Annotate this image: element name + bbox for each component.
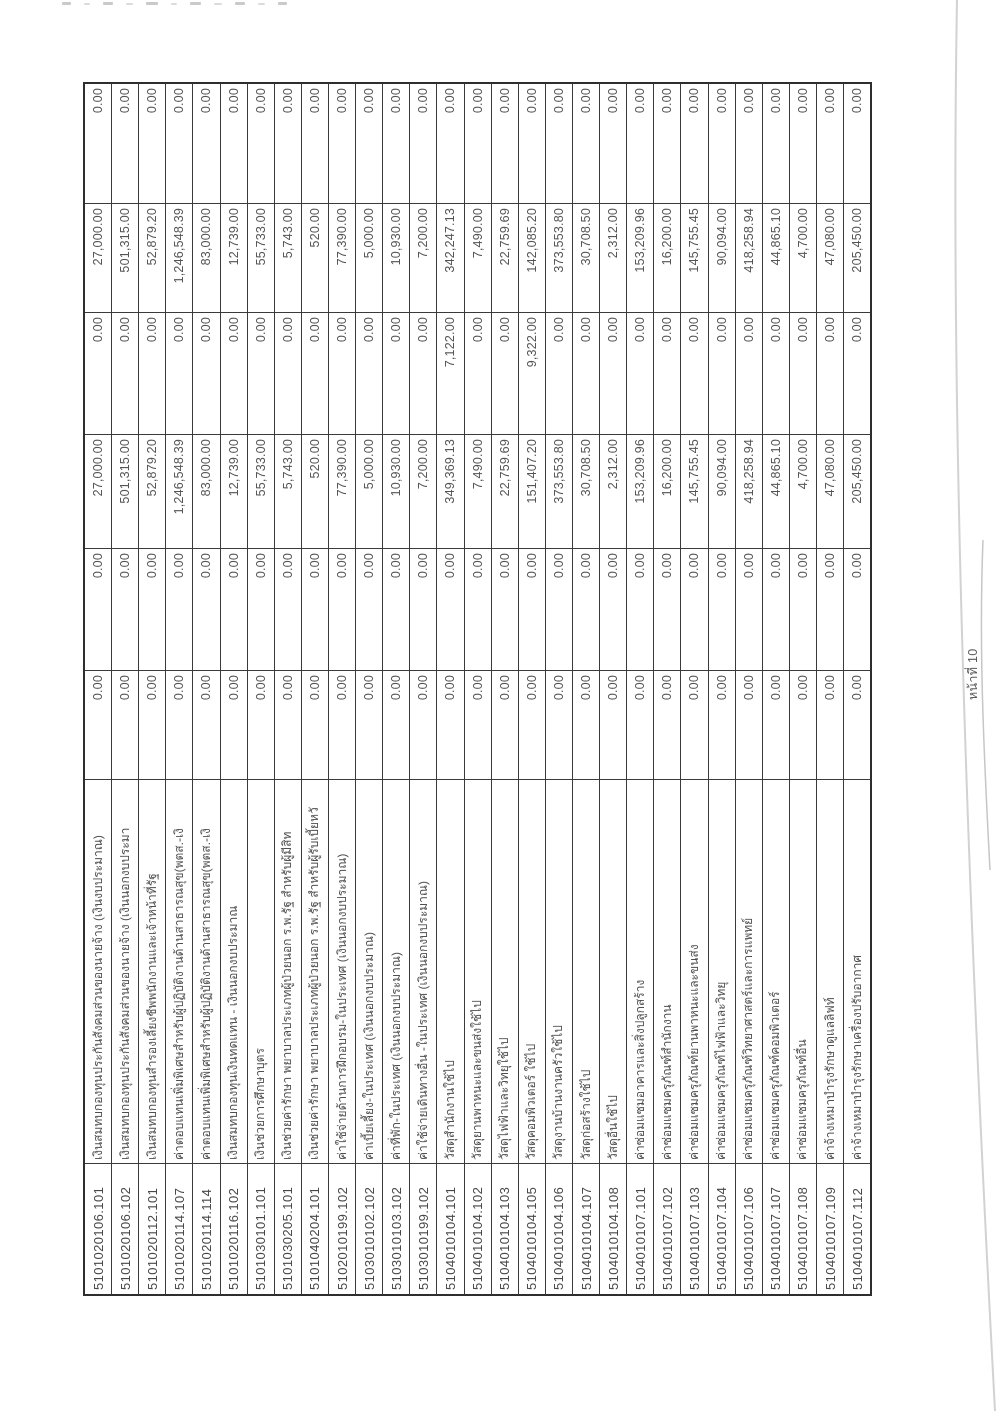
amount-cell: 5,743.00 (275, 434, 301, 548)
amount-cell: 0.00 (519, 670, 545, 779)
amount-cell: 0.00 (546, 670, 572, 779)
amount-cell: 0.00 (85, 312, 111, 434)
account-code-cell: 5104010107.101 (627, 1163, 653, 1294)
amount-cell: 0.00 (193, 312, 219, 434)
amount-cell: 0.00 (329, 670, 355, 779)
account-desc-cell: เงินสมทบกองทุนประกันสังคมส่วนของนายจ้าง (เงินนอกงบประมา (112, 779, 138, 1163)
amount-cell: 0.00 (741, 88, 756, 114)
amount-cell: 0.00 (736, 312, 762, 434)
amount-cell: 145,755.45 (681, 434, 707, 548)
amount-cell: 0.00 (112, 670, 138, 779)
account-code-cell: 5104010104.108 (600, 1163, 626, 1294)
account-desc-cell: ค่าซ่อมแซมครุภัณฑ์วิทยาศาสตร์และการแพทย์ (736, 779, 762, 1163)
table-row (248, 84, 275, 1294)
amount-cell: 0.00 (627, 548, 653, 670)
amount-cell: 0.00 (844, 312, 870, 434)
table-row (221, 84, 248, 1294)
amount-cell: 7,490.00 (465, 434, 491, 548)
amount-cell: 0.00 (356, 670, 382, 779)
account-code-cell: 5104010107.106 (736, 1163, 762, 1294)
account-desc-cell: วัสดุอื่นใช้ไป (600, 779, 626, 1163)
amount-cell: 0.00 (410, 670, 436, 779)
account-desc-cell: วัสดุสำนักงานใช้ไป (437, 779, 463, 1163)
amount-cell: 418,258.94 (736, 203, 762, 312)
amount-cell: 0.00 (681, 548, 707, 670)
amount-cell: 77,390.00 (329, 434, 355, 548)
amount-cell: 7,490.00 (465, 203, 491, 312)
amount-cell: 0.00 (335, 88, 350, 114)
amount-cell: 0.00 (465, 670, 491, 779)
amount-cell: 0.00 (763, 312, 789, 434)
amount-cell: 0.00 (275, 548, 301, 670)
amount-cell: 0.00 (795, 88, 810, 114)
amount-cell: 520.00 (302, 203, 328, 312)
amount-cell: 4,700.00 (790, 434, 816, 548)
account-code-cell: 5101030205.101 (275, 1163, 301, 1294)
amount-cell: 520.00 (302, 434, 328, 548)
amount-cell: 0.00 (118, 88, 133, 114)
amount-cell: 1,246,548.39 (166, 434, 192, 548)
amount-cell: 90,094.00 (709, 434, 735, 548)
amount-cell: 418,258.94 (736, 434, 762, 548)
account-code-cell: 5104010104.105 (519, 1163, 545, 1294)
amount-cell: 0.00 (145, 88, 160, 114)
account-code-cell: 5104010104.103 (492, 1163, 518, 1294)
amount-cell: 0.00 (383, 312, 409, 434)
table-row (139, 84, 166, 1294)
amount-cell: 22,759.69 (492, 203, 518, 312)
table-row (112, 84, 139, 1294)
amount-cell: 16,200.00 (654, 434, 680, 548)
amount-cell: 0.00 (654, 312, 680, 434)
amount-cell: 0.00 (302, 312, 328, 434)
amount-cell: 153,209.96 (627, 203, 653, 312)
amount-cell: 7,122.00 (437, 312, 463, 434)
amount-cell: 0.00 (654, 548, 680, 670)
amount-cell: 9,322.00 (519, 312, 545, 434)
amount-cell: 0.00 (221, 548, 247, 670)
amount-cell: 0.00 (302, 548, 328, 670)
amount-cell: 0.00 (709, 312, 735, 434)
amount-cell: 0.00 (763, 670, 789, 779)
amount-cell: 5,000.00 (356, 203, 382, 312)
amount-cell: 0.00 (199, 88, 214, 114)
amount-cell: 0.00 (551, 88, 566, 114)
account-desc-cell: เงินสมทบกองทุนเงินทดแทน - เงินนอกงบประมาณ (221, 779, 247, 1163)
amount-cell: 16,200.00 (654, 203, 680, 312)
amount-cell: 52,879.20 (139, 434, 165, 548)
account-code-cell: 5101030101.101 (248, 1163, 274, 1294)
account-code-cell: 5104010107.102 (654, 1163, 680, 1294)
account-code-cell: 5101020116.102 (221, 1163, 247, 1294)
amount-cell: 0.00 (275, 670, 301, 779)
amount-cell: 0.00 (600, 548, 626, 670)
amount-cell: 0.00 (437, 670, 463, 779)
amount-cell: 90,094.00 (709, 203, 735, 312)
amount-cell: 0.00 (112, 312, 138, 434)
table-row (302, 84, 329, 1294)
amount-cell: 0.00 (139, 670, 165, 779)
amount-cell: 342,247.13 (437, 203, 463, 312)
account-code-cell: 5104010104.102 (465, 1163, 491, 1294)
amount-cell: 0.00 (844, 548, 870, 670)
amount-cell: 0.00 (681, 312, 707, 434)
amount-cell: 0.00 (389, 88, 404, 114)
amount-cell: 0.00 (470, 88, 485, 114)
amount-cell: 0.00 (546, 312, 572, 434)
amount-cell: 0.00 (492, 548, 518, 670)
amount-cell: 5,000.00 (356, 434, 382, 548)
table-row (627, 84, 654, 1294)
amount-cell: 0.00 (248, 312, 274, 434)
amount-cell: 2,312.00 (600, 434, 626, 548)
table-row (437, 84, 464, 1294)
amount-cell: 0.00 (383, 670, 409, 779)
amount-cell: 373,553.80 (546, 434, 572, 548)
amount-cell: 83,000.00 (193, 203, 219, 312)
account-code-cell: 5104010107.108 (790, 1163, 816, 1294)
amount-cell: 30,708.50 (573, 203, 599, 312)
amount-cell: 47,080.00 (817, 434, 843, 548)
amount-cell: 0.00 (410, 548, 436, 670)
amount-cell: 0.00 (465, 548, 491, 670)
amount-cell: 4,700.00 (790, 203, 816, 312)
account-code-cell: 5101020106.102 (112, 1163, 138, 1294)
amount-cell: 0.00 (465, 312, 491, 434)
amount-cell: 0.00 (307, 88, 322, 114)
amount-cell: 0.00 (714, 88, 729, 114)
account-code-cell: 5101020106.101 (85, 1163, 111, 1294)
account-desc-cell: ค่าจ้างเหมาบำรุงรักษาดูแลลิฟท์ (817, 779, 843, 1163)
ledger-table (83, 82, 872, 1296)
amount-cell: 0.00 (600, 670, 626, 779)
amount-cell: 0.00 (193, 670, 219, 779)
amount-cell: 0.00 (112, 548, 138, 670)
table-row (465, 84, 492, 1294)
table-row (573, 84, 600, 1294)
table-row (681, 84, 708, 1294)
amount-cell: 0.00 (91, 88, 106, 114)
amount-cell: 10,930.00 (383, 203, 409, 312)
table-row (519, 84, 546, 1294)
amount-cell: 0.00 (383, 548, 409, 670)
amount-cell: 0.00 (850, 88, 865, 114)
amount-cell: 10,930.00 (383, 434, 409, 548)
account-desc-cell: เงินช่วยการศึกษาบุตร (248, 779, 274, 1163)
amount-cell: 0.00 (823, 88, 837, 114)
amount-cell: 0.00 (85, 548, 111, 670)
amount-cell: 55,733.00 (248, 203, 274, 312)
amount-cell: 0.00 (139, 548, 165, 670)
amount-cell: 7,200.00 (410, 203, 436, 312)
account-code-cell: 5104010107.103 (681, 1163, 707, 1294)
amount-cell: 0.00 (687, 88, 702, 114)
table-row (709, 84, 736, 1294)
amount-cell: 52,879.20 (139, 203, 165, 312)
account-code-cell: 5104010107.107 (763, 1163, 789, 1294)
amount-cell: 0.00 (85, 670, 111, 779)
amount-cell: 0.00 (226, 88, 241, 114)
amount-cell: 0.00 (172, 88, 187, 114)
amount-cell: 151,407.20 (519, 434, 545, 548)
amount-cell: 0.00 (768, 88, 783, 114)
amount-cell: 0.00 (573, 548, 599, 670)
amount-cell: 30,708.50 (573, 434, 599, 548)
table-row (85, 84, 112, 1294)
amount-cell: 373,553.80 (546, 203, 572, 312)
table-row (763, 84, 790, 1294)
amount-cell: 0.00 (633, 88, 648, 114)
table-row (329, 84, 356, 1294)
account-desc-cell: ค่าตอบแทนเพิ่มพิเศษสำหรับผู้ปฏิบัติงานด้านสาธารณสุข(พตส.-เงิ (193, 779, 219, 1163)
amount-cell: 0.00 (790, 670, 816, 779)
page-number-label: หน้าที่ 10 (966, 648, 980, 700)
amount-cell: 0.00 (193, 548, 219, 670)
account-desc-cell: ค่าซ่อมแซมครุภัณฑ์อื่น (790, 779, 816, 1163)
account-desc-cell: ค่าตอบแทนเพิ่มพิเศษสำหรับผู้ปฏิบัติงานด้านสาธารณสุข(พตส.-เงิ (166, 779, 192, 1163)
amount-cell: 0.00 (546, 548, 572, 670)
account-desc-cell: ค่าซ่อมแซมครุภัณฑ์คอมพิวเตอร์ (763, 779, 789, 1163)
amount-cell: 0.00 (329, 548, 355, 670)
table-row (654, 84, 681, 1294)
amount-cell: 5,743.00 (275, 203, 301, 312)
amount-cell: 0.00 (248, 670, 274, 779)
amount-cell: 501,315.00 (112, 203, 138, 312)
amount-cell: 0.00 (817, 548, 843, 670)
amount-cell: 0.00 (844, 670, 870, 779)
account-code-cell: 5101040204.101 (302, 1163, 328, 1294)
amount-cell: 0.00 (166, 548, 192, 670)
amount-cell: 0.00 (492, 670, 518, 779)
amount-cell: 44,865.10 (763, 434, 789, 548)
account-code-cell: 5102010199.102 (329, 1163, 355, 1294)
amount-cell: 0.00 (606, 88, 621, 114)
table-row (817, 84, 844, 1294)
amount-cell: 12,739.00 (221, 203, 247, 312)
amount-cell: 0.00 (790, 548, 816, 670)
account-desc-cell: วัสดุคอมพิวเตอร์ ใช้ไป (519, 779, 545, 1163)
amount-cell: 0.00 (709, 670, 735, 779)
amount-cell: 0.00 (492, 312, 518, 434)
amount-cell: 205,450.00 (844, 434, 870, 548)
amount-cell: 44,865.10 (763, 203, 789, 312)
amount-cell: 12,739.00 (221, 434, 247, 548)
account-desc-cell: ค่าที่พัก-ในประเทศ (เงินนอกงบประมาณ) (383, 779, 409, 1163)
amount-cell: 0.00 (416, 88, 431, 114)
amount-cell: 0.00 (437, 548, 463, 670)
account-code-cell: 5101020114.107 (166, 1163, 192, 1294)
amount-cell: 153,209.96 (627, 434, 653, 548)
account-desc-cell: ค่าซ่อมแซมอาคารและสิ่งปลูกสร้าง (627, 779, 653, 1163)
account-code-cell: 5104010104.106 (546, 1163, 572, 1294)
amount-cell: 0.00 (817, 670, 843, 779)
account-code-cell: 5104010104.107 (573, 1163, 599, 1294)
amount-cell: 349,369.13 (437, 434, 463, 548)
table-row (790, 84, 817, 1294)
table-row (356, 84, 383, 1294)
amount-cell: 0.00 (660, 88, 675, 114)
amount-cell: 0.00 (763, 548, 789, 670)
amount-cell: 0.00 (139, 312, 165, 434)
account-desc-cell: เงินสมทบกองทุนสำรองเลี้ยงชีพพนักงานและเจ้าหน้าที่รัฐ (139, 779, 165, 1163)
amount-cell: 0.00 (443, 88, 458, 114)
amount-cell: 0.00 (519, 548, 545, 670)
amount-cell: 0.00 (221, 670, 247, 779)
account-code-cell: 5104010107.112 (844, 1163, 870, 1294)
amount-cell: 0.00 (166, 312, 192, 434)
account-desc-cell: วัสดุไฟฟ้าและวิทยุใช้ไป (492, 779, 518, 1163)
amount-cell: 1,246,548.39 (166, 203, 192, 312)
amount-cell: 0.00 (627, 670, 653, 779)
table-row (275, 84, 302, 1294)
account-desc-cell: เงินสมทบกองทุนประกันสังคมส่วนของนายจ้าง (เงินงบประมาณ) (85, 779, 111, 1163)
amount-cell: 0.00 (221, 312, 247, 434)
amount-cell: 2,312.00 (600, 203, 626, 312)
table-row (600, 84, 627, 1294)
table-row (193, 84, 220, 1294)
table-row (844, 84, 870, 1294)
amount-cell: 0.00 (497, 88, 512, 114)
account-desc-cell: ค่าใช้จ่ายด้านการฝึกอบรม-ในประเทศ (เงินนอกงบประมาณ) (329, 779, 355, 1163)
amount-cell: 27,000.00 (85, 434, 111, 548)
amount-cell: 0.00 (817, 312, 843, 434)
amount-cell: 7,200.00 (410, 434, 436, 548)
amount-cell: 0.00 (280, 88, 295, 114)
amount-cell: 0.00 (329, 312, 355, 434)
amount-cell: 0.00 (248, 548, 274, 670)
table-row (492, 84, 519, 1294)
account-desc-cell: ค่าเบี้ยเลี้ยง-ในประเทศ (เงินนอกงบประมาณ) (356, 779, 382, 1163)
amount-cell: 0.00 (275, 312, 301, 434)
amount-cell: 0.00 (736, 670, 762, 779)
account-desc-cell: ค่าซ่อมแซมครุภัณฑ์ยานพาหนะและขนส่ง (681, 779, 707, 1163)
amount-cell: 0.00 (736, 548, 762, 670)
account-desc-cell: ค่าจ้างเหมาบำรุงรักษาเครื่องปรับอากาศ (844, 779, 870, 1163)
amount-cell: 0.00 (524, 88, 539, 114)
amount-cell: 55,733.00 (248, 434, 274, 548)
table-row (736, 84, 763, 1294)
table-row (546, 84, 573, 1294)
amount-cell: 0.00 (410, 312, 436, 434)
amount-cell: 83,000.00 (193, 434, 219, 548)
amount-cell: 205,450.00 (844, 203, 870, 312)
amount-cell: 77,390.00 (329, 203, 355, 312)
account-desc-cell: เงินช่วยค่ารักษา พยาบาลประเภทผู้ป่วยนอก ร.พ.รัฐ สำหรับผู้มีสิท (275, 779, 301, 1163)
account-code-cell: 5104010107.104 (709, 1163, 735, 1294)
account-code-cell: 5104010104.101 (437, 1163, 463, 1294)
amount-cell: 22,759.69 (492, 434, 518, 548)
account-code-cell: 5103010103.102 (383, 1163, 409, 1294)
amount-cell: 47,080.00 (817, 203, 843, 312)
table-row (383, 84, 410, 1294)
account-code-cell: 5103010102.102 (356, 1163, 382, 1294)
account-desc-cell: วัสดุงานบ้านงานครัวใช้ไป (546, 779, 572, 1163)
amount-cell: 0.00 (709, 548, 735, 670)
account-code-cell: 5101020112.101 (139, 1163, 165, 1294)
amount-cell: 0.00 (654, 670, 680, 779)
amount-cell: 0.00 (573, 670, 599, 779)
account-desc-cell: ค่าซ่อมแซมครุภัณฑ์ไฟฟ้าและวิทยุ (709, 779, 735, 1163)
table-row (166, 84, 193, 1294)
amount-cell: 0.00 (356, 548, 382, 670)
account-desc-cell: วัสดุยานพาหนะและขนส่งใช้ไป (465, 779, 491, 1163)
account-desc-cell: ค่าซ่อมแซมครุภัณฑ์สำนักงาน (654, 779, 680, 1163)
account-code-cell: 5101020114.114 (193, 1163, 219, 1294)
amount-cell: 0.00 (579, 88, 594, 114)
account-code-cell: 5103010199.102 (410, 1163, 436, 1294)
amount-cell: 0.00 (302, 670, 328, 779)
amount-cell: 0.00 (600, 312, 626, 434)
amount-cell: 27,000.00 (85, 203, 111, 312)
amount-cell: 0.00 (790, 312, 816, 434)
amount-cell: 145,755.45 (681, 203, 707, 312)
amount-cell: 0.00 (573, 312, 599, 434)
amount-cell: 142,085.20 (519, 203, 545, 312)
amount-cell: 0.00 (253, 88, 268, 114)
account-desc-cell: เงินช่วยค่ารักษา พยาบาลประเภทผู้ป่วยนอก ร.พ.รัฐ สำหรับผู้รับเบี้ยหวั (302, 779, 328, 1163)
amount-cell: 501,315.00 (112, 434, 138, 548)
scan-artifact-dashes (62, 1, 300, 6)
account-desc-cell: วัสดุก่อสร้างใช้ไป (573, 779, 599, 1163)
table-row (410, 84, 437, 1294)
account-desc-cell: ค่าใช้จ่ายเดินทางอื่น -ในประเทศ (เงินนอกงบประมาณ) (410, 779, 436, 1163)
account-code-cell: 5104010107.109 (817, 1163, 843, 1294)
amount-cell: 0.00 (356, 312, 382, 434)
amount-cell: 0.00 (681, 670, 707, 779)
amount-cell: 0.00 (166, 670, 192, 779)
amount-cell: 0.00 (627, 312, 653, 434)
amount-cell: 0.00 (362, 88, 377, 114)
